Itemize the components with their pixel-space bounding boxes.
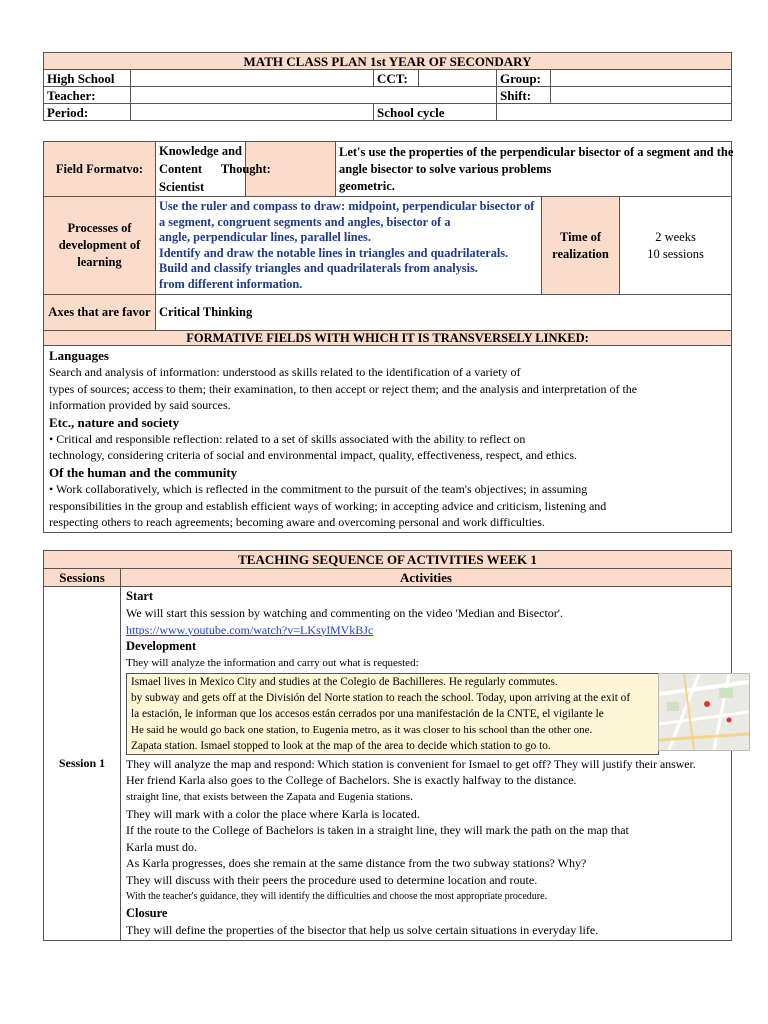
closure-title: Closure (126, 906, 168, 921)
development-line: As Karla progresses, does she remain at the same distance from the two subway stations? Why? (126, 856, 587, 871)
knowledge-line-3: Scientist (159, 180, 205, 194)
activities-header: Activities (121, 569, 732, 587)
languages-line: types of sources; access to them; their examination, to then accept or reject them; and the analysis and interpretation of the (49, 381, 638, 396)
video-link[interactable]: https://www.youtube.com/watch?v=LKsylMVkBJc (126, 622, 374, 637)
high-school-label: High School (44, 70, 131, 87)
description-line-3: geometric. (339, 178, 395, 193)
story-line: by subway and gets off at the División del Norte station to reach the school. Today, upon arriving at the exit of (131, 691, 631, 704)
time-sessions: 10 sessions (647, 246, 704, 261)
period-label: Period: (44, 104, 131, 121)
description-line-1: Let's use the properties of the perpendicular bisector of a segment and the (339, 144, 734, 159)
high-school-field[interactable] (131, 70, 374, 87)
community-line: • Work collaboratively, which is reflected in the commitment to the pursuit of the team's objectives; in assuming (49, 481, 588, 496)
process-line: angle, perpendicular lines, parallel lines. (159, 230, 371, 245)
development-line: Her friend Karla also goes to the College of Bachelors. She is exactly halfway to the distance. (126, 773, 577, 788)
languages-title: Languages (49, 348, 109, 363)
community-line: respecting others to reach agreements; becoming aware and overcoming personal and work difficulties. (49, 515, 545, 530)
sessions-header: Sessions (44, 569, 121, 587)
plan-title: MATH CLASS PLAN 1st YEAR OF SECONDARY (44, 53, 732, 70)
period-field[interactable] (131, 104, 374, 121)
field-table (43, 141, 732, 533)
process-line: Build and classify triangles and quadrilaterals from analysis. (159, 261, 478, 276)
process-line: Identify and draw the notable lines in triangles and quadrilaterals. (159, 245, 509, 260)
development-line: Karla must do. (126, 839, 197, 854)
cct-label: CCT: (374, 70, 419, 87)
axes-value: Critical Thinking (156, 295, 732, 331)
development-line: If the route to the College of Bachelors is taken in a straight line, they will mark the path on the map that (126, 823, 629, 838)
processes-label: Processes of development of learning (44, 197, 156, 295)
development-line: With the teacher's guidance, they will identify the difficulties and choose the most appropriate procedure. (126, 890, 548, 902)
time-label: Time of realization (542, 197, 620, 295)
session-label: Session 1 (44, 587, 121, 941)
knowledge-line-2a: Content (159, 162, 203, 176)
process-line: Use the ruler and compass to draw: midpoint, perpendicular bisector of (159, 199, 535, 213)
story-line: He said he would go back one station, to Eugenia metro, as it was closer to his school than the other one. (131, 723, 593, 736)
teacher-label: Teacher: (44, 87, 131, 104)
community-title: Of the human and the community (49, 464, 238, 480)
community-line: responsibilities in the group and establish efficient ways of working; in accepting advice and criticism, listening and (49, 498, 607, 513)
development-line: They will mark with a color the place where Karla is located. (126, 806, 420, 821)
start-text: We will start this session by watching and commenting on the video 'Median and Bisector'. (126, 606, 563, 620)
time-value-cell (620, 197, 732, 295)
process-line: from different information. (159, 276, 303, 291)
school-cycle-field[interactable] (497, 104, 732, 121)
closure-text: They will define the properties of the bisector that help us solve certain situations in everyday life. (126, 923, 599, 938)
shift-field[interactable] (551, 87, 732, 104)
development-line: straight line, that exists between the Zapata and Eugenia stations. (126, 790, 413, 803)
knowledge-line-2b: Thought: (220, 162, 271, 176)
story-line: Zapata station. Ismael stopped to look at the map of the area to decide which station to go to. (131, 739, 551, 752)
development-line: They will discuss with their peers the procedure used to determine location and route. (126, 872, 538, 887)
transversal-title: FORMATIVE FIELDS WITH WHICH IT IS TRANSVERSELY LINKED: (44, 331, 732, 346)
week-title: TEACHING SEQUENCE OF ACTIVITIES WEEK 1 (44, 551, 732, 569)
map-illustration (659, 674, 749, 750)
transversal-body (44, 346, 732, 533)
languages-line: information provided by said sources. (49, 398, 231, 413)
field-label (44, 142, 156, 197)
processes-cell (156, 197, 542, 295)
languages-line: Search and analysis of information: understood as skills related to the identification of a variety of (49, 365, 521, 379)
knowledge-line-1: Knowledge and (159, 144, 243, 158)
story-line: Ismael lives in Mexico City and studies at the Colegio de Bachilleres. He regularly commutes. (131, 675, 558, 688)
description-cell (336, 142, 732, 197)
cct-field[interactable] (419, 70, 497, 87)
area-map-image (658, 673, 750, 751)
start-title: Start (126, 589, 154, 603)
knowledge-cell (156, 142, 271, 197)
header-table (43, 52, 732, 121)
activities-cell (121, 587, 732, 941)
group-field[interactable] (551, 70, 732, 87)
teacher-field[interactable] (131, 87, 497, 104)
axes-label: Axes that are favor (44, 295, 156, 331)
development-intro: They will analyze the information and carry out what is requested: (126, 657, 419, 670)
development-line: They will analyze the map and respond: Which station is convenient for Ismael to get off? They will justify their answer. (126, 756, 696, 771)
society-line: technology, considering criteria of social and environmental impact, quality, effectiveness, respect, and ethics. (49, 448, 578, 463)
story-box (126, 673, 659, 755)
process-line: a segment, congruent segments and angles, bisector of a (159, 214, 451, 229)
time-weeks: 2 weeks (655, 229, 696, 244)
week-table (43, 550, 732, 941)
story-line: la estación, le informan que los accesos están cerrados por una manifestación de la CNTE, el vigilante le (131, 707, 604, 720)
field-label-text: Field Formatvo: (55, 161, 144, 176)
society-line: • Critical and responsible reflection: related to a set of skills associated with the ability to reflect on (49, 431, 526, 446)
school-cycle-label: School cycle (374, 104, 497, 121)
development-title: Development (126, 639, 197, 654)
shift-label: Shift: (497, 87, 551, 104)
group-label: Group: (497, 70, 551, 87)
society-title: Etc., nature and society (49, 414, 180, 430)
description-line-2: angle bisector to solve various problems (339, 161, 552, 176)
